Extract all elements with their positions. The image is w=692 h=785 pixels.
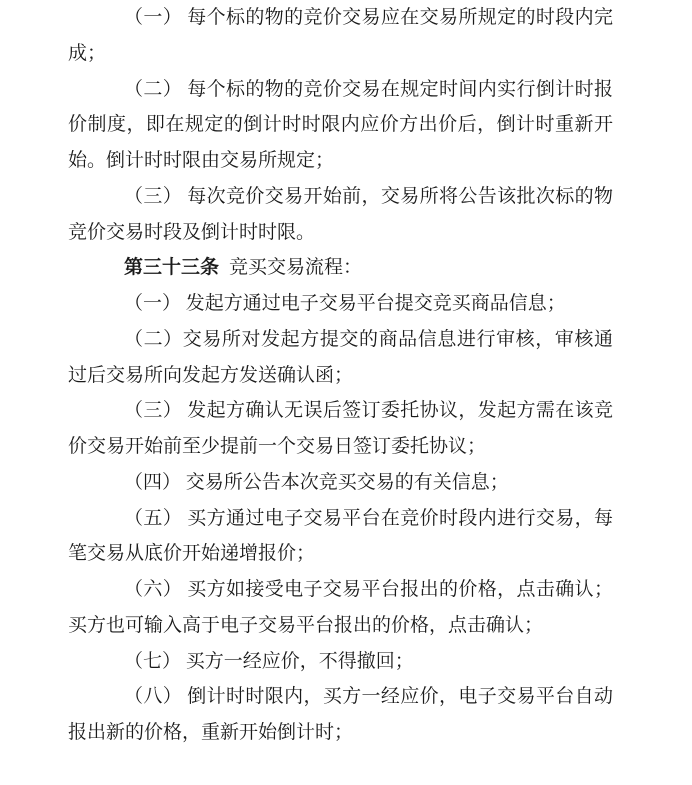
flow-item-3: （三） 发起方确认无误后签订委托协议，发起方需在该竞价交易开始前至少提前一个交易日签订委托协议； [68, 400, 613, 457]
flow-item-8: （八） 倒计时时限内，买方一经应价，电子交易平台自动报出新的价格，重新开始倒计时； [68, 686, 613, 743]
article-heading [68, 250, 613, 286]
flow-item-2: （二）交易所对发起方提交的商品信息进行审核，审核通过后交易所向发起方发送确认函； [68, 328, 613, 386]
article-title: 竞买交易流程： [229, 257, 363, 279]
flow-item-5: （五） 买方通过电子交易平台在竞价时段内进行交易，每笔交易从底价开始递增报价； [68, 507, 613, 565]
flow-item-4: （四） 交易所公告本次竞买交易的有关信息； [124, 471, 509, 493]
article-number: 第三十三条 [124, 257, 220, 279]
clause-item-3: （三） 每次竞价交易开始前，交易所将公告该批次标的物竞价交易时段及倒计时时限。 [68, 185, 613, 243]
flow-item-1: （一） 发起方通过电子交易平台提交竞买商品信息； [124, 293, 566, 314]
flow-item-7: （七） 买方一经应价，不得撤回； [124, 650, 414, 672]
clause-item-2: （二） 每个标的物的竞价交易在规定时间内实行倒计时报价制度，即在规定的倒计时时限内应价方出价后，倒计时重新开始。倒计时时限由交易所规定； [68, 78, 613, 171]
clause-item-1: （一） 每个标的物的竞价交易应在交易所规定的时段内完成； [68, 7, 613, 64]
flow-item-6: （六） 买方如接受电子交易平台报出的价格，点击确认；买方也可输入高于电子交易平台报出的价格，点击确认； [68, 579, 613, 636]
